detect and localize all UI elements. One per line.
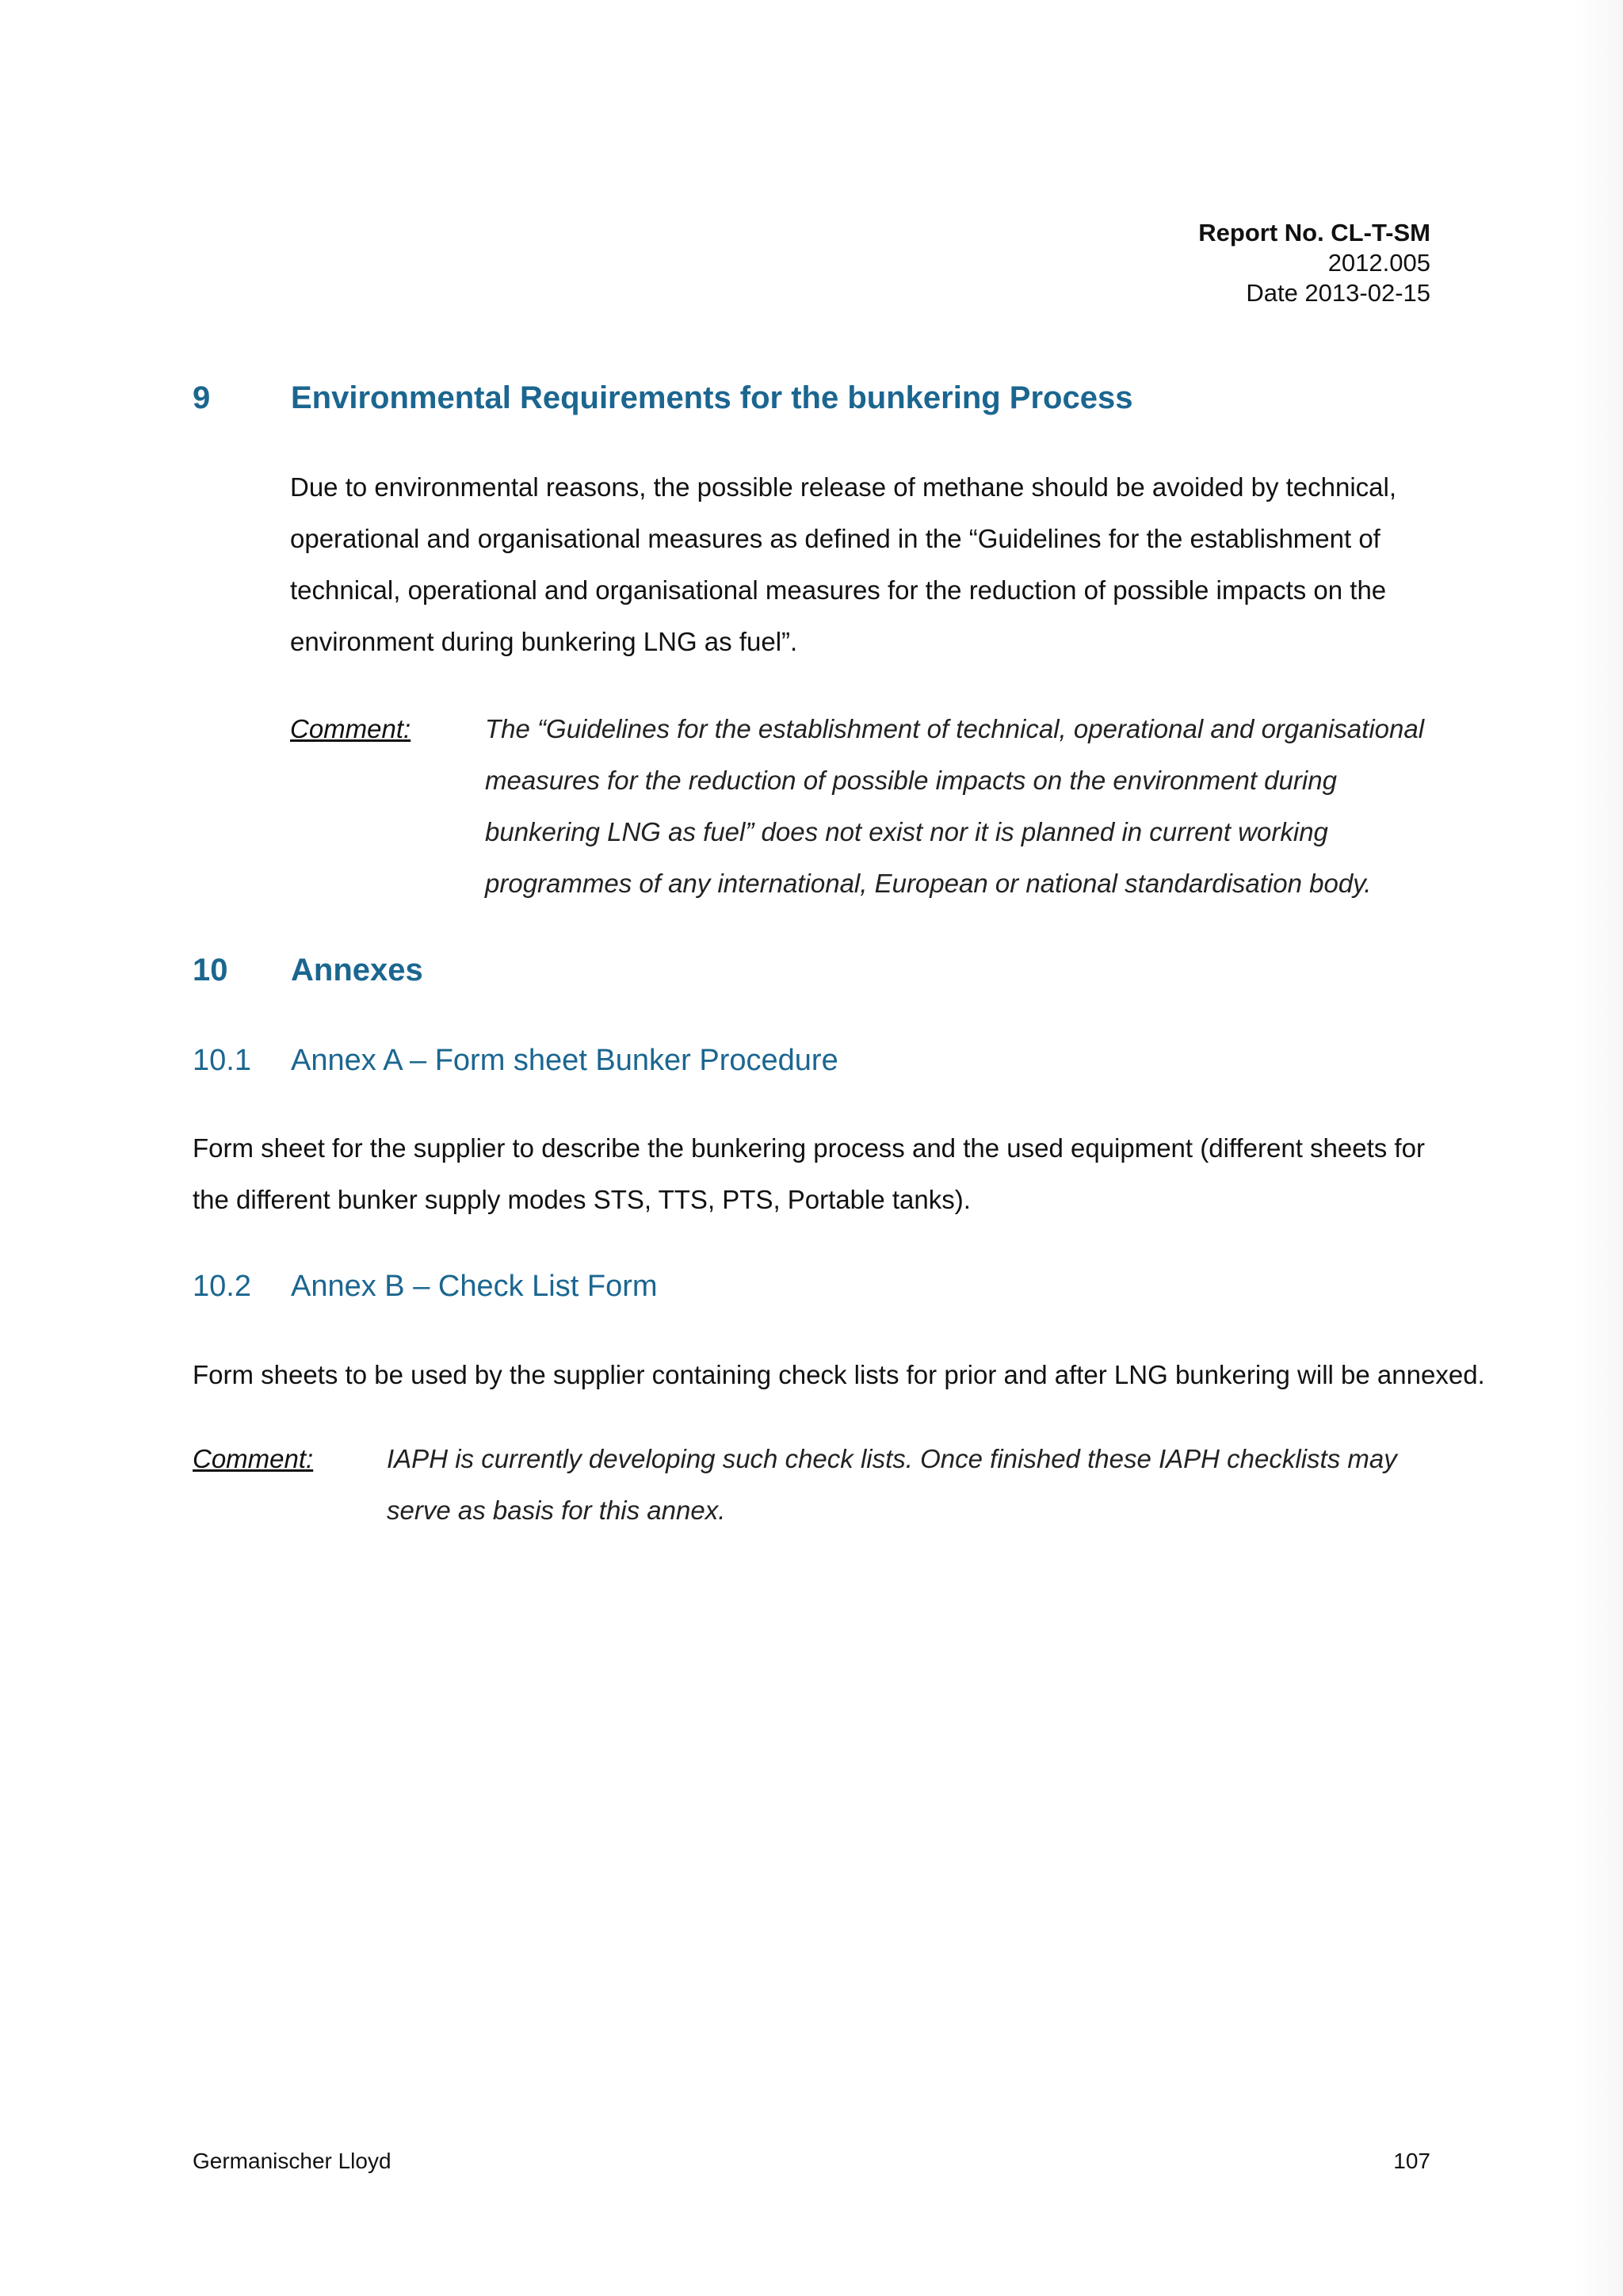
- section-10-2-comment-text: IAPH is currently developing such check lists. Once finished these IAPH checklists may serve as basis for this annex.: [387, 1444, 1397, 1525]
- section-10-2-body: Form sheets to be used by the supplier containing check lists for prior and after LNG bunkering will be annexed.: [193, 1360, 1485, 1389]
- section-9-comment-label: Comment:: [290, 714, 411, 743]
- section-10-2-number: 10.2: [193, 1270, 251, 1303]
- section-9-number: 9: [193, 380, 211, 415]
- section-10-1-number: 10.1: [193, 1044, 251, 1077]
- section-10-1-title: Annex A – Form sheet Bunker Procedure: [291, 1044, 838, 1077]
- section-9-title: Environmental Requirements for the bunkering Process: [291, 380, 1133, 415]
- section-10-heading: [193, 951, 423, 989]
- report-number-value: 2012.005: [1327, 249, 1430, 277]
- section-10-title: Annexes: [291, 953, 423, 988]
- section-10-number: 10: [193, 953, 228, 988]
- report-number-label: Report No. CL-T-SM: [1198, 219, 1430, 246]
- footer-page-number: 107: [1393, 2149, 1430, 2173]
- section-9-comment-text: The “Guidelines for the establishment of technical, operational and organisational measures for the reduction of possible impacts on the environment during bunkering LNG as fuel” does not exist nor it is planned in current working programmes of any international, European or national standardisation body.: [485, 714, 1425, 898]
- footer-company: Germanischer Lloyd: [193, 2149, 391, 2173]
- report-header: [1198, 218, 1430, 308]
- section-10-1-heading: [193, 1042, 838, 1079]
- section-10-2-comment-label: Comment:: [193, 1444, 314, 1473]
- section-9-heading: [193, 379, 1132, 417]
- section-10-2-title: Annex B – Check List Form: [291, 1270, 658, 1303]
- report-date: Date 2013-02-15: [1246, 279, 1430, 307]
- section-9-body: Due to environmental reasons, the possible release of methane should be avoided by technical, operational and organisational measures as defined in the “Guidelines for the establishment of technical, operational and organisational measures for the reduction of possible impacts on the environment during bunkering LNG as fuel”.: [290, 472, 1397, 656]
- section-10-1-body: Form sheet for the supplier to describe the bunkering process and the used equipment (different sheets for the different bunker supply modes STS, TTS, PTS, Portable tanks).: [193, 1133, 1425, 1214]
- page-edge-shade: [1575, 0, 1623, 2296]
- section-10-2-heading: [193, 1268, 658, 1305]
